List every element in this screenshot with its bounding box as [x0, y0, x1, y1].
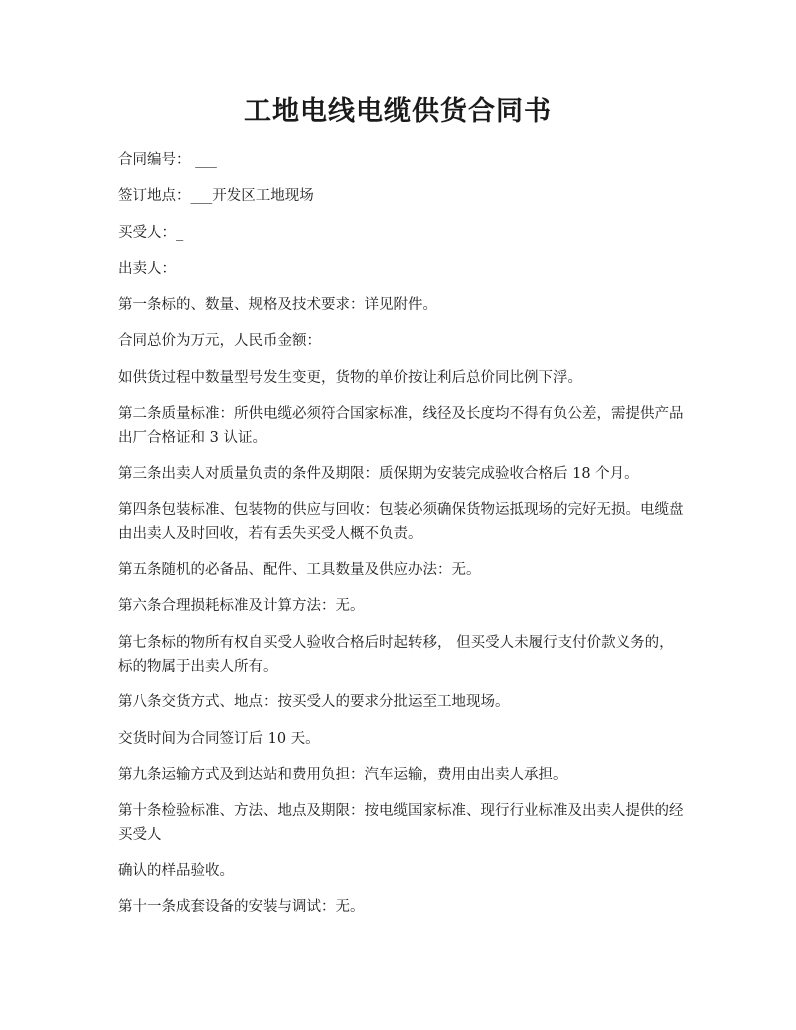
article-5: 第五条随机的必备品、配件、工具数量及供应办法：无。	[118, 562, 481, 578]
article-9: 第九条运输方式及到达站和费用负担：汽车运输，费用由出卖人承担。	[118, 767, 568, 783]
buyer: 买受人：_	[118, 225, 184, 241]
article-11: 第十一条成套设备的安装与调试：无。	[118, 899, 365, 915]
contract-number: 合同编号： ___	[118, 152, 217, 168]
article-1: 第一条标的、数量、规格及技术要求：详见附件。	[118, 297, 437, 313]
article-3: 第三条出卖人对质量负责的条件及期限：质保期为安装完成验收合格后 18 个月。	[118, 466, 639, 482]
delivery-time: 交货时间为合同签订后 10 天。	[118, 731, 320, 747]
article-7: 第七条标的物所有权自买受人验收合格后时起转移， 但买受人未履行支付价款义务的，标的物属于出卖人所有。	[118, 635, 674, 675]
article-10: 第十条检验标准、方法、地点及期限：按电缆国家标准、现行行业标准及出卖人提供的经买受人	[118, 803, 684, 843]
total-price: 合同总价为万元，人民币金额：	[118, 333, 321, 349]
sample-acceptance: 确认的样品验收。	[118, 863, 234, 879]
price-adjustment: 如供货过程中数量型号发生变更，货物的单价按让利后总价同比例下浮。	[118, 370, 582, 386]
seller: 出卖人：	[118, 261, 176, 277]
signing-location: 签订地点：___开发区工地现场	[118, 188, 314, 204]
article-6: 第六条合理损耗标准及计算方法：无。	[118, 598, 365, 614]
article-4: 第四条包装标准、包装物的供应与回收：包装必须确保货物运抵现场的完好无损。电缆盘由出卖人及时回收，若有丢失买受人概不负责。	[118, 502, 684, 542]
article-8: 第八条交货方式、地点：按买受人的要求分批运至工地现场。	[118, 694, 510, 710]
document-title: 工地电线电缆供货合同书	[244, 96, 552, 127]
article-2: 第二条质量标准：所供电缆必须符合国家标准，线径及长度均不得有负公差，需提供产品出厂合格证和 3 认证。	[118, 406, 684, 446]
